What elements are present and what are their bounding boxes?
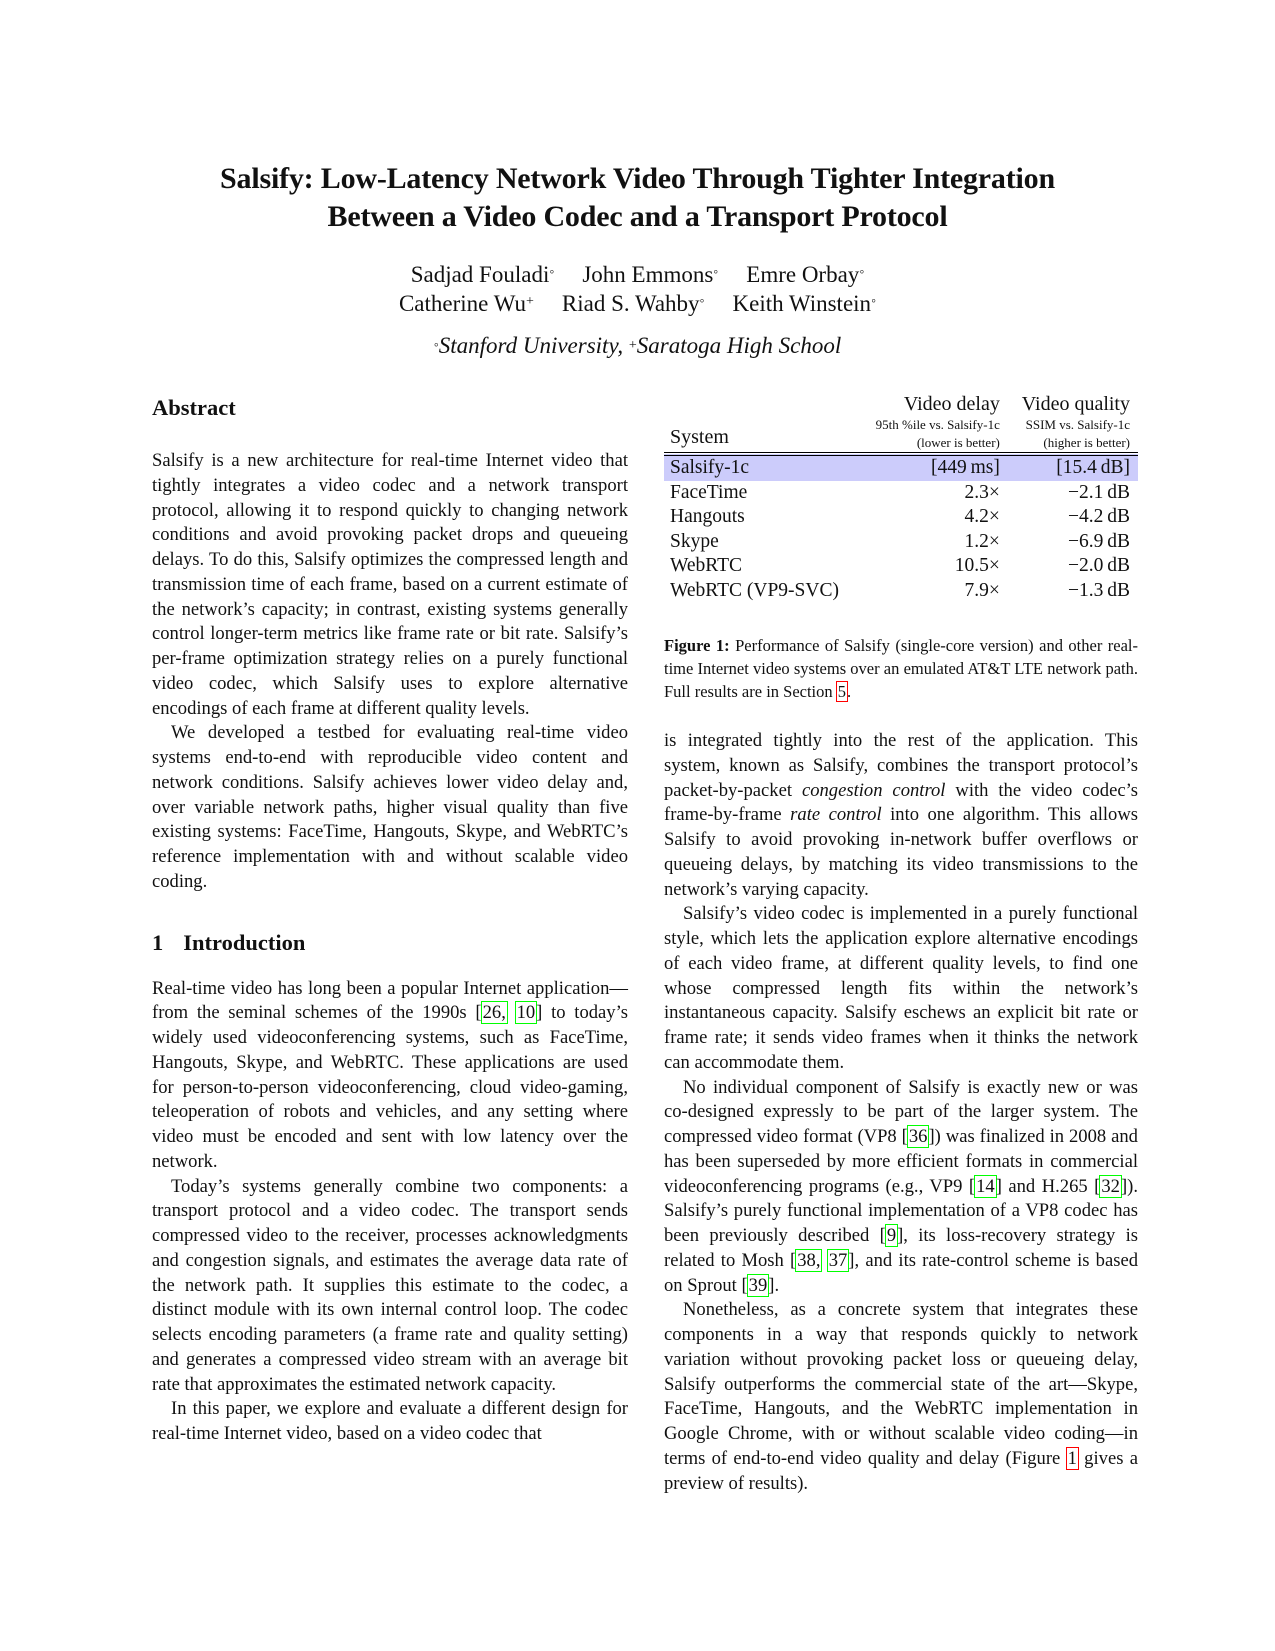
citation-link[interactable]: 9 [886,1225,897,1246]
table-row: WebRTC (VP9-SVC) 7.9× −1.3 dB [670,579,1130,601]
column-header-video-quality: Video quality SSIM vs. Salsify-1c (higher is better) [1021,393,1130,450]
intro-paragraph: In this paper, we explore and evaluate a different design for real-time Internet video, based on a video codec that [152,1398,628,1444]
author-list [0,260,1275,318]
author: Riad S. Wahby◦ [561,291,705,316]
section-ref-link[interactable]: 5 [837,682,847,701]
figure-ref-link[interactable]: 1 [1067,1447,1077,1469]
caption-label: Figure 1: [664,636,730,655]
intro-paragraph: Real-time video has long been a popular Internet application—from the seminal schemes of the 1990s [26, 10] to today’s widely used videoconferencing systems, such as FaceTime, Hangouts, Skype, and WebRTC. These applications are used for person-to-person videoconferencing, cloud video-gaming, teleoperation of robots and vehicles, and any setting where video must be encoded and sent with low latency over the network. [152,977,628,1172]
table-row: Hangouts 4.2× −4.2 dB [670,506,1130,527]
body-paragraph: Nonetheless, as a concrete system that integrates these components in a way that responds quickly to network variation without provoking packet loss or queueing delay, Salsify outperforms the commercial state of the art—Skype, FaceTime, Hangouts, and the WebRTC implementation in Google Chrome, with or without scalable video coding—in terms of end-to-end video quality and delay (Figure 1 gives a preview of results). [664,1299,1138,1494]
citation-link[interactable]: 26, [482,1002,506,1024]
intro-paragraph: Today’s systems generally combine two components: a transport protocol and a video codec. The transport sends compressed video to the receiver, processes acknowledgments and congestion signals, and estimates the average data rate of the network path. It supplies this estimate to the codec, a distinct module with its own internal control loop. The codec selects encoding parameters (a frame rate and quality setting) and generates a compressed video stream with an average bit rate that approximates the estimated network capacity. [152,1175,628,1395]
citation-link[interactable]: 37 [828,1249,848,1271]
author: Keith Winstein◦ [732,291,877,316]
column-header-video-delay: Video delay 95th %ile vs. Salsify-1c (lower is better) [875,393,1000,450]
citation-link[interactable]: 36 [908,1126,928,1147]
table-row: FaceTime 2.3× −2.1 dB [670,481,1130,503]
citation-link[interactable]: 38, [797,1249,821,1271]
citation-link[interactable]: 14 [976,1175,995,1197]
citation-link[interactable]: 39 [748,1274,768,1296]
abstract-paragraph: Salsify is a new architecture for real-time Internet video that tightly integrates a video codec and a network transport protocol, allowing it to respond quickly to changing network conditions and avoid provoking packet drops and queueing delays. To do this, Salsify optimizes the compressed length and transmission time of each frame, based on a current estimate of the network’s capacity; in contrast, existing systems generally control longer-term metrics like frame rate or bit rate. Salsify’s per-frame optimization strategy relies on a purely functional video codec, which Salsify uses to explore alternative encodings of each frame at different quality levels. [152,450,628,719]
citation-link[interactable]: 10 [516,1002,536,1024]
title-line-2: Between a Video Codec and a Transport Protocol [327,200,948,233]
body-paragraph: No individual component of Salsify is exactly new or was co-designed expressly to be part of the larger system. The compressed video format (VP8 [36]) was finalized in 2008 and has been superseded by more efficient formats in commercial videoconferencing programs (e.g., VP9 [14] and H.265 [32]). Salsify’s purely functional implementation of a VP8 codec has been previously described [9], its loss-recovery strategy is related to Mosh [38, 37], and its rate-control scheme is based on Sprout [39]. [664,1076,1139,1296]
abstract-heading: Abstract [152,395,236,420]
figure-1 [664,392,1138,703]
citation-link[interactable]: 32 [1101,1175,1120,1197]
body-paragraph: Salsify’s video codec is implemented in a purely functional style, which lets the application explore alternative encodings of each video frame, at different quality levels, to find one whose compressed length fits within the network’s instantaneous capacity. Salsify eschews an explicit bit rate or frame rate; it sends video frames when it thinks the network can accommodate them. [664,903,1138,1073]
table-row-salsify: Salsify-1c [449 ms] [15.4 dB] [664,454,1138,481]
results-table [664,392,1138,603]
abstract-paragraph: We developed a testbed for evaluating real-time video systems end-to-end with reproducible video content and network conditions. Salsify achieves lower video delay and, over variable network paths, higher visual quality than five existing systems: FaceTime, Hangouts, Skype, and WebRTC’s reference implementation with and without scalable video coding. [152,722,628,892]
section-heading-introduction: 1 Introduction [152,929,306,955]
left-column [152,394,628,1447]
author: Emre Orbay◦ [746,262,865,287]
author: John Emmons◦ [582,262,719,287]
affiliations: ◦Stanford University, +Saratoga High School [433,333,842,358]
title-line-1: Salsify: Low-Latency Network Video Through Tighter Integration [220,162,1055,195]
author: Catherine Wu+ [398,291,534,316]
table-row: WebRTC 10.5× −2.0 dB [670,555,1130,576]
body-paragraph: is integrated tightly into the rest of the application. This system, known as Salsify, combines the transport protocol’s packet-by-packet congestion control with the video codec’s frame-by-frame rate control into one algorithm. This allows Salsify to avoid provoking in-network buffer overflows or queueing delays, by matching its video transmissions to the network’s varying capacity. [664,730,1139,900]
author: Sadjad Fouladi◦ [410,262,555,287]
figure-caption: Figure 1: Performance of Salsify (single-core version) and other real-time Internet video systems over an emulated AT&T LTE network path. Full results are in Section 5. [664,636,1138,701]
right-column [664,729,1138,1496]
table-row: Skype 1.2× −6.9 dB [670,530,1130,552]
paper-title [0,160,1275,236]
column-header-system: System [670,426,729,448]
